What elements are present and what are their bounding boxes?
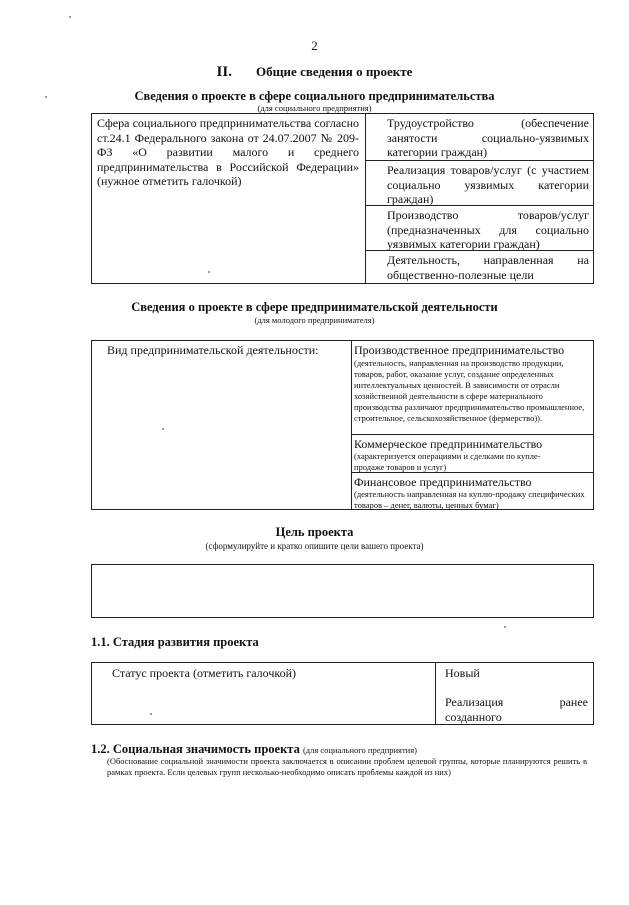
business-block-note: (для молодого предпринимателя) bbox=[254, 315, 375, 325]
business-type-table bbox=[91, 340, 594, 510]
goal-note: (сформулируйте и кратко опишите цели вашего проекта) bbox=[205, 541, 424, 551]
scan-speck bbox=[208, 271, 210, 273]
section-title: Общие сведения о проекте bbox=[255, 64, 413, 79]
business-option-commercial-name: Коммерческое предпринимательство bbox=[354, 437, 543, 451]
business-block-title: Сведения о проекте в сфере предпринимательской деятельности bbox=[131, 300, 498, 314]
business-option-production-desc: (деятельность, направленная на производство продукции, товаров, работ, оказание услуг, создание определенных интеллектуальных ценностей. В зависимости от отрасли хозяйственной деятельности в сфере материального производства различают предпринимательство промышленное, строительное, сельскохозяйственное (фермерство)). bbox=[354, 358, 585, 423]
business-option-production[interactable] bbox=[351, 341, 593, 435]
significance-heading-note: (для социального предприятия) bbox=[302, 745, 417, 755]
significance-heading: 1.2. Социальная значимость проекта bbox=[91, 742, 300, 756]
social-block-title: Сведения о проекте в сфере социального предпринимательства bbox=[134, 89, 495, 103]
business-option-financial-desc: (деятельность направленная на куплю-продажу специфических товаров – денег, валюты, ценных бумаг) bbox=[354, 489, 585, 510]
scan-speck bbox=[162, 428, 164, 430]
significance-description: (Обоснование социальной значимости проекта заключается в описании проблем целевой группы, которые планируются решить в рамках проекта. Если целевых групп несколько-необходимо описать проблемы каждой из них) bbox=[107, 756, 587, 777]
scan-speck bbox=[45, 96, 47, 98]
scan-speck bbox=[150, 713, 152, 715]
project-status-label: Статус проекта (отметить галочкой) bbox=[112, 666, 297, 680]
business-option-financial-name: Финансовое предпринимательство bbox=[354, 475, 532, 489]
status-option-new[interactable]: Новый bbox=[445, 666, 480, 680]
significance-heading-line bbox=[91, 742, 417, 757]
social-block-note: (для социального предприятия) bbox=[257, 103, 372, 113]
business-type-label: Вид предпринимательской деятельности: bbox=[107, 343, 319, 357]
social-sphere-table bbox=[91, 113, 594, 284]
social-option-public-benefit[interactable]: Деятельность, направленная на общественно-полезные цели bbox=[387, 253, 589, 282]
business-option-commercial-desc: (характеризуется операциями и сделками по купле-продаже товаров и услуг) bbox=[354, 451, 541, 472]
section-roman-numeral: II. bbox=[216, 64, 232, 80]
stage-heading: 1.1. Стадия развития проекта bbox=[91, 635, 259, 649]
scan-speck bbox=[504, 626, 506, 628]
social-option-sales[interactable]: Реализация товаров/услуг (с участием социально уязвимых категории граждан) bbox=[387, 163, 589, 206]
business-option-commercial[interactable] bbox=[351, 435, 593, 473]
scan-speck bbox=[69, 16, 71, 18]
page-number: 2 bbox=[311, 38, 318, 53]
social-option-employment[interactable]: Трудоустройство (обеспечение занятости социально-уязвимых категории граждан) bbox=[387, 116, 589, 159]
social-option-production[interactable]: Производство товаров/услуг (предназначенных для социально уязвимых категории граждан) bbox=[387, 208, 589, 251]
section-heading bbox=[0, 64, 629, 81]
status-option-realization[interactable]: Реализация ранее созданного bbox=[445, 695, 588, 724]
goal-input-box[interactable] bbox=[91, 564, 594, 618]
goal-title: Цель проекта bbox=[275, 525, 354, 539]
business-option-financial[interactable] bbox=[351, 473, 593, 510]
social-sphere-description: Сфера социального предпринимательства согласно ст.24.1 Федерального закона от 24.07.2007 № 209-ФЗ «О развитии малого и среднего предпринимательства в Российской Федерации» (нужное отметить галочкой) bbox=[97, 116, 359, 188]
business-option-production-name: Производственное предпринимательство bbox=[354, 343, 565, 357]
project-status-table bbox=[91, 662, 594, 725]
